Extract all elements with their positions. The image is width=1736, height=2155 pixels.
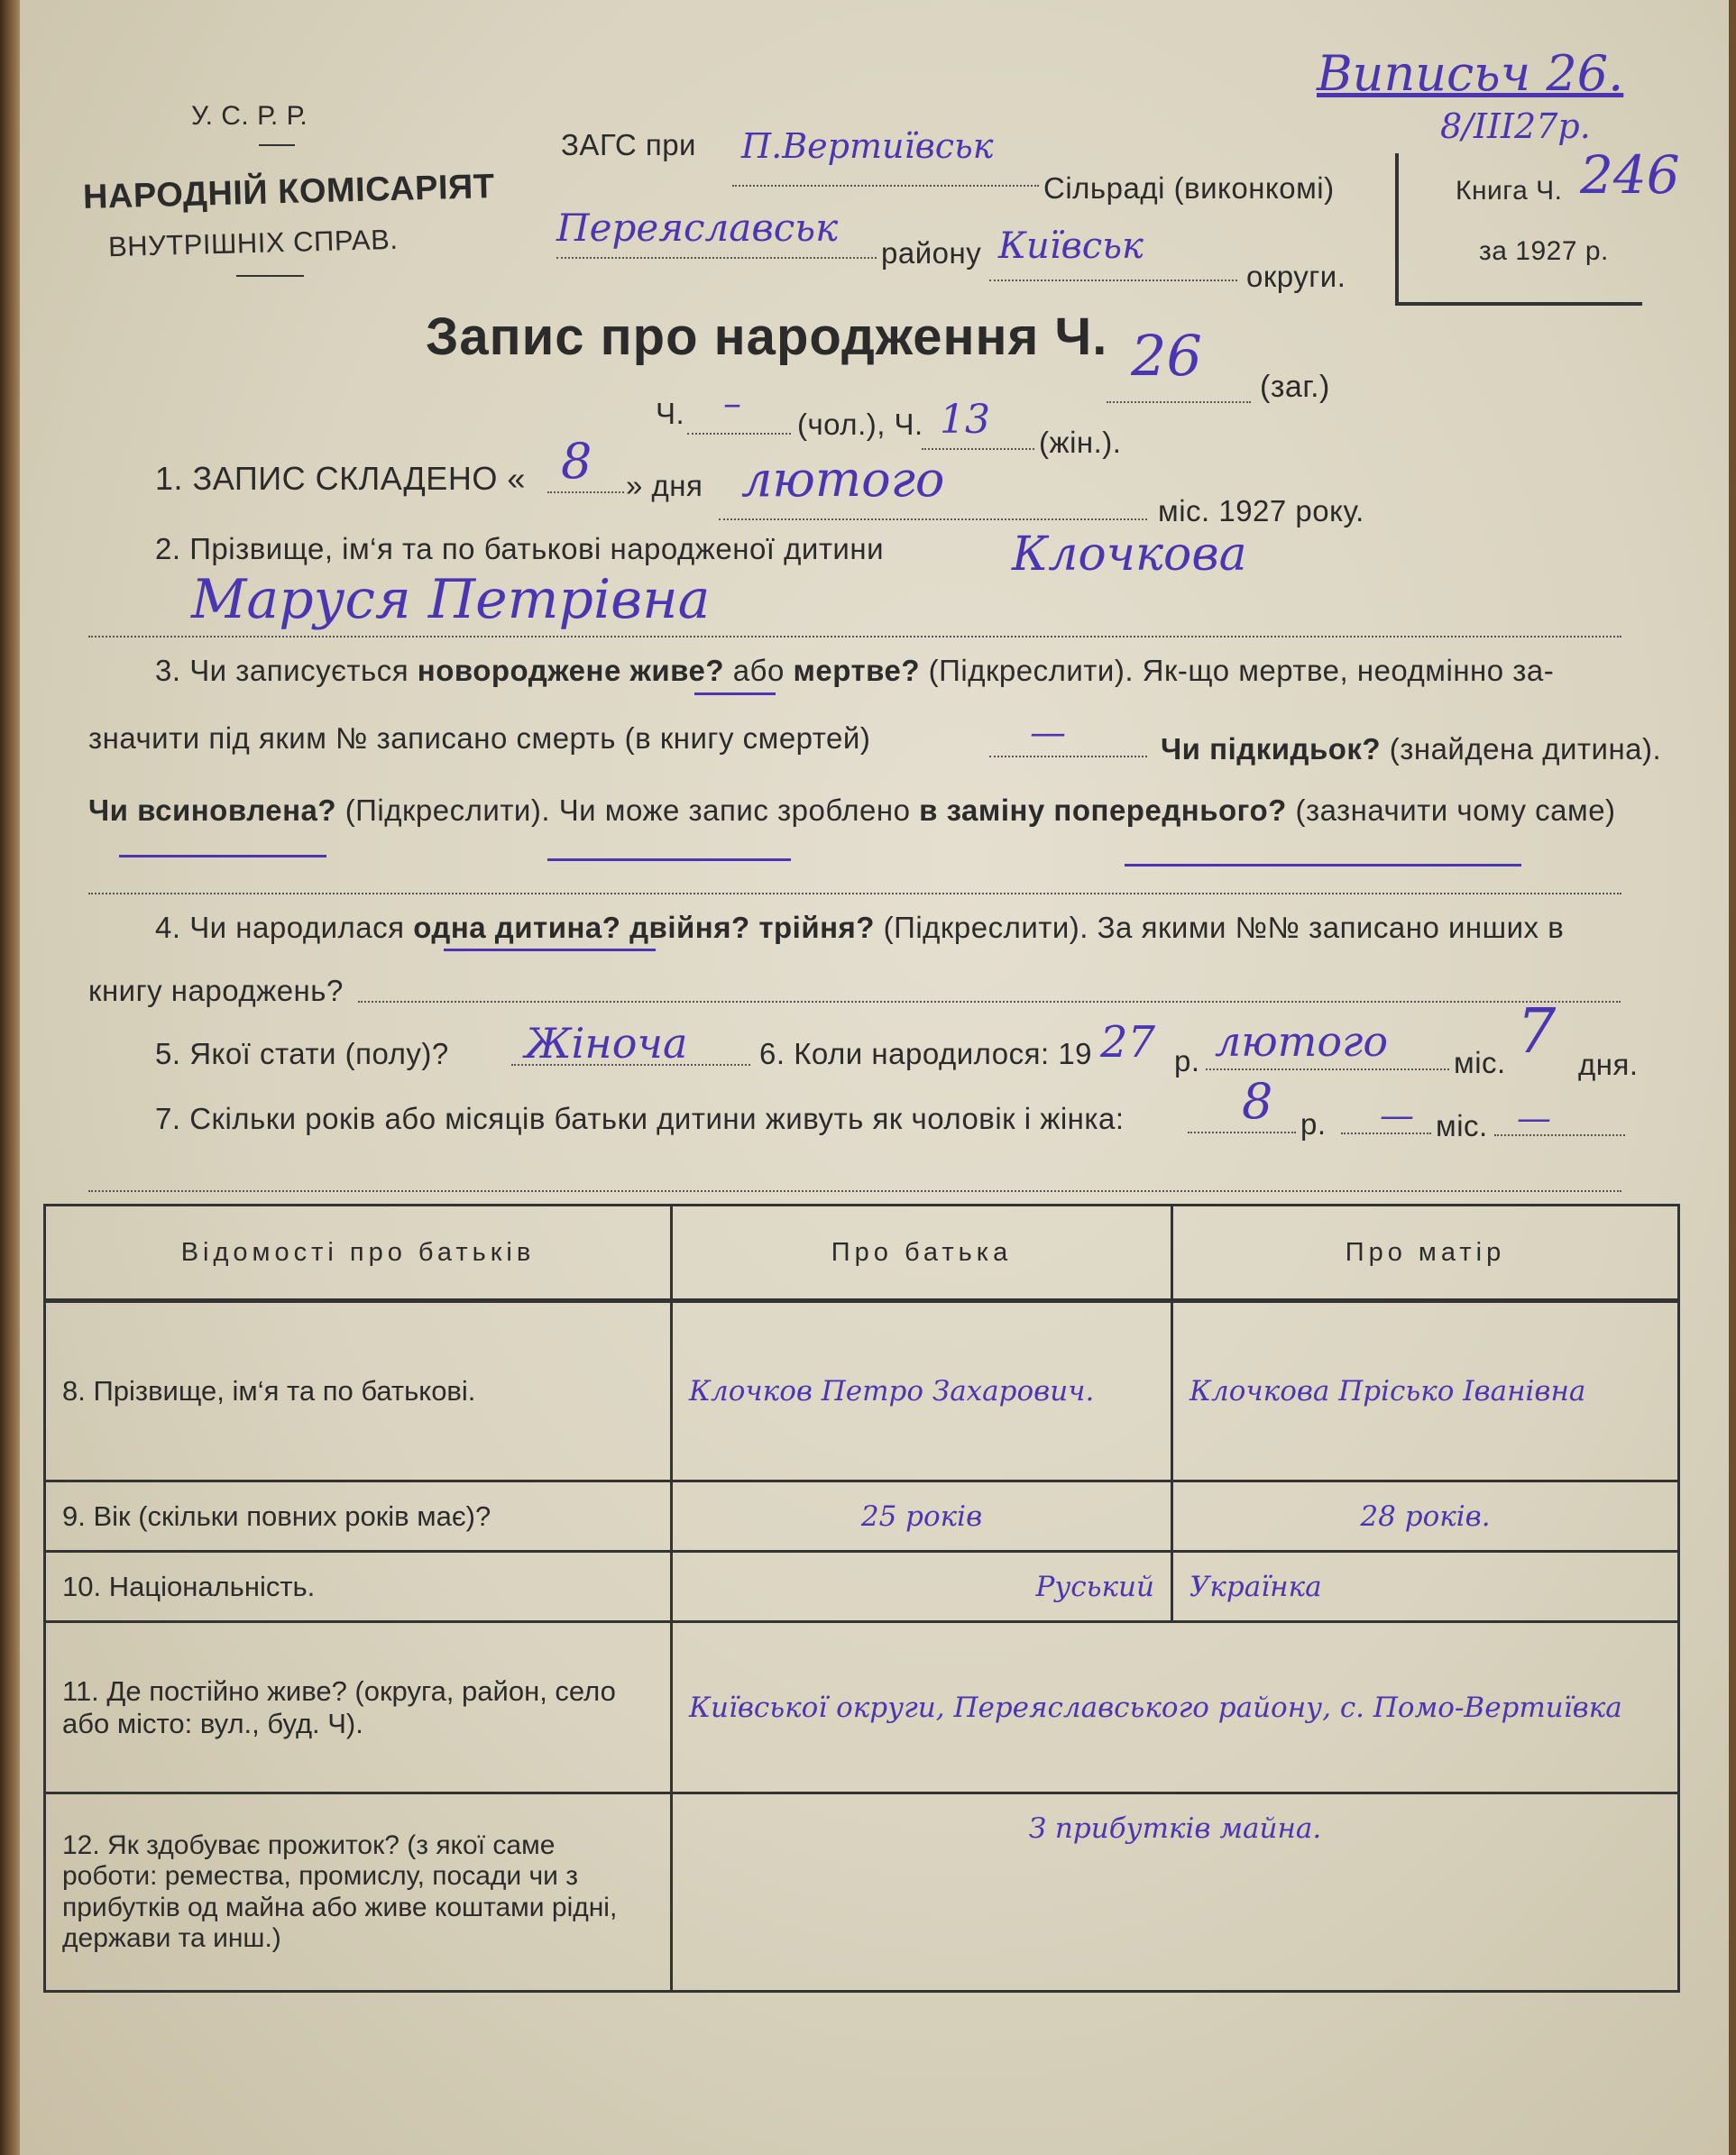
- fill-line: [358, 1001, 1621, 1003]
- underline-mark: [1125, 864, 1521, 867]
- book-year: за 1927 р.: [1479, 236, 1609, 266]
- father-name: Клочков Петро Захарович.: [672, 1301, 1172, 1481]
- item2-name: Маруся Петрівна: [191, 568, 711, 631]
- ch-label: Ч.: [656, 397, 685, 430]
- mother-name: Клочкова Прісько Іванівна: [1172, 1301, 1679, 1481]
- row-label: 11. Де постійно живе? (округа, район, село або місто: вул., буд. Ч).: [45, 1622, 672, 1793]
- item3-replacement: в заміну попереднього?: [919, 793, 1287, 827]
- item3-text-f: (Підкреслити). Як-що мертве, неодмінно за-: [928, 654, 1555, 687]
- item3-dash: —: [1030, 712, 1066, 754]
- item3-text-g: значити під яким № записано смерть (в книгу смертей): [88, 721, 871, 755]
- residence: Київської округи, Переяславського району, с. Помо-Вертиївка: [672, 1622, 1679, 1793]
- item3-line2b: [1161, 732, 1661, 766]
- item4-one-child: одна дитина?: [413, 911, 621, 944]
- item3-text-k: (Підкреслити). Чи може запис зроблено: [344, 793, 911, 827]
- okruh-value: Київськ: [998, 225, 1144, 267]
- item6-r: р.: [1174, 1044, 1200, 1078]
- fill-line: [511, 1064, 750, 1066]
- item7-months: —: [1380, 1096, 1414, 1135]
- item7-end: —: [1517, 1098, 1551, 1138]
- fill-line: [687, 433, 791, 435]
- extract-date: 8/ІІІ27р.: [1440, 106, 1591, 146]
- item3-line3: [88, 793, 1616, 828]
- item7-label: 7. Скільки років або місяців батьки дитини живуть як чоловік і жінка:: [155, 1102, 1125, 1135]
- record-title: Запис про народження Ч.: [426, 307, 1108, 366]
- item1-day: 8: [561, 433, 592, 490]
- fill-line: [719, 518, 1147, 520]
- divider: [236, 275, 304, 277]
- table-row: [45, 1301, 1679, 1481]
- table-row: [45, 1793, 1679, 1992]
- fill-line: [88, 1190, 1621, 1192]
- row-label: 10. Національність.: [45, 1552, 672, 1622]
- column-header: Про батька: [672, 1206, 1172, 1301]
- fill-line: [989, 756, 1147, 757]
- zag-label: (заг.): [1260, 370, 1330, 404]
- document-page: [20, 0, 1729, 2155]
- fill-line: [989, 280, 1237, 281]
- ch-female-value: 13: [940, 397, 990, 443]
- table-row: [45, 1552, 1679, 1622]
- fill-line: [547, 491, 624, 493]
- item5-sex-value: Жіноча: [525, 1019, 688, 1068]
- zags-label: ЗАГС при: [561, 128, 696, 161]
- fill-line: [1494, 1134, 1625, 1136]
- fill-line: [732, 185, 1039, 187]
- item5-label: 5. Якої стати (полу)?: [155, 1037, 449, 1070]
- item6-mis: міс.: [1454, 1046, 1506, 1079]
- silradi-label: Сільраді (виконкомі): [1043, 171, 1335, 205]
- item1-mid: » дня: [626, 469, 703, 502]
- father-nationality: Руський: [672, 1552, 1172, 1622]
- item1-label: 1. ЗАПИС СКЛАДЕНО «: [155, 460, 526, 497]
- item3-adopted: Чи всиновлена?: [88, 793, 337, 827]
- rayon-value: Переяславськ: [556, 206, 839, 250]
- item2-label: 2. Прізвище, ім‘я та по батькові народженої дитини: [155, 532, 885, 565]
- fill-line: [1206, 1068, 1449, 1070]
- item7-r: р.: [1300, 1107, 1327, 1141]
- fill-line: [1188, 1132, 1296, 1133]
- item6-month: лютого: [1215, 1017, 1389, 1066]
- item3-dead: мертве?: [793, 654, 920, 687]
- item4-twins: двійня?: [629, 911, 750, 944]
- item3-line2: [88, 721, 870, 756]
- underline-mark: [547, 858, 791, 861]
- republic-label: У. С. Р. Р.: [191, 101, 308, 131]
- mother-nationality: Українка: [1172, 1552, 1679, 1622]
- father-age: 25 років: [672, 1481, 1172, 1552]
- parents-table: [43, 1204, 1680, 1993]
- income-source: З прибутків майна.: [672, 1793, 1679, 1992]
- okruh-label: округи.: [1246, 260, 1346, 293]
- item7-years: 8: [1242, 1073, 1273, 1130]
- item4-text-a: 4. Чи народилася: [155, 911, 405, 944]
- item3-newborn: новороджене: [417, 654, 621, 687]
- row-label: 9. Вік (скільки повних років має)?: [45, 1481, 672, 1552]
- table-header-row: [45, 1206, 1679, 1301]
- item3-label: [155, 654, 1554, 688]
- chol-label: (чол.), Ч.: [797, 408, 923, 441]
- zags-value: П.Вертиївськ: [741, 126, 994, 166]
- item3-text-m: (зазначити чому саме): [1295, 793, 1616, 827]
- column-header: Про матір: [1172, 1206, 1679, 1301]
- record-number: 26: [1131, 323, 1202, 389]
- item3-or: або: [732, 654, 785, 687]
- zhin-label: (жін.).: [1039, 426, 1122, 459]
- item1-month: лютого: [741, 451, 945, 508]
- item4-triplets: трійня?: [758, 911, 875, 944]
- item3-text-a: 3. Чи записується: [155, 654, 409, 687]
- column-header: Відомості про батьків: [45, 1206, 672, 1301]
- underline-mark: [119, 855, 326, 857]
- commissariat-title: НАРОДНІЙ КОМІСАРІЯТ: [82, 168, 496, 216]
- item3-text-i: (знайдена дитина).: [1389, 732, 1662, 766]
- table-row: [45, 1481, 1679, 1552]
- item4-label: [155, 911, 1564, 945]
- mother-age: 28 років.: [1172, 1481, 1679, 1552]
- ch-male-value: –: [723, 383, 741, 425]
- fill-line: [88, 893, 1621, 894]
- item3-foundling: Чи підкидьок?: [1161, 732, 1382, 766]
- item6-label: 6. Коли народилося: 19: [759, 1037, 1093, 1070]
- fill-line: [1341, 1133, 1431, 1134]
- fill-line: [922, 448, 1034, 450]
- rayon-label: району: [881, 236, 982, 270]
- fill-line: [88, 636, 1621, 637]
- item1-end: міс. 1927 року.: [1158, 494, 1364, 527]
- row-label: 8. Прізвище, ім‘я та по батькові.: [45, 1301, 672, 1481]
- item6-year: 27: [1100, 1017, 1156, 1068]
- table-row: [45, 1622, 1679, 1793]
- fill-line: [1107, 401, 1251, 403]
- item7-mis: міс.: [1436, 1109, 1488, 1142]
- book-label: Книга Ч.: [1456, 176, 1563, 206]
- item2-surname: Клочкова: [1012, 527, 1247, 582]
- extract-note: Виписьч 26.: [1317, 45, 1624, 102]
- department-label: ВНУТРІШНІХ СПРАВ.: [107, 223, 399, 263]
- item4-text-f: книгу народжень?: [88, 974, 344, 1007]
- item6-day: 7: [1517, 996, 1557, 1068]
- book-number: 246: [1580, 144, 1680, 206]
- item6-dnya: дня.: [1578, 1048, 1639, 1081]
- underline-mark: [444, 949, 656, 951]
- fill-line: [556, 257, 877, 259]
- item3-alive: живе?: [629, 654, 725, 687]
- underline-mark: [694, 692, 776, 695]
- row-label: 12. Як здобуває прожиток? (з якої саме роботи: ремества, промислу, посади чи з прибутків од майна або живе коштами рідні, держави та инш.): [45, 1793, 672, 1992]
- item4-text-e: (Підкреслити). За якими №№ записано инших в: [883, 911, 1565, 944]
- divider: [259, 144, 295, 146]
